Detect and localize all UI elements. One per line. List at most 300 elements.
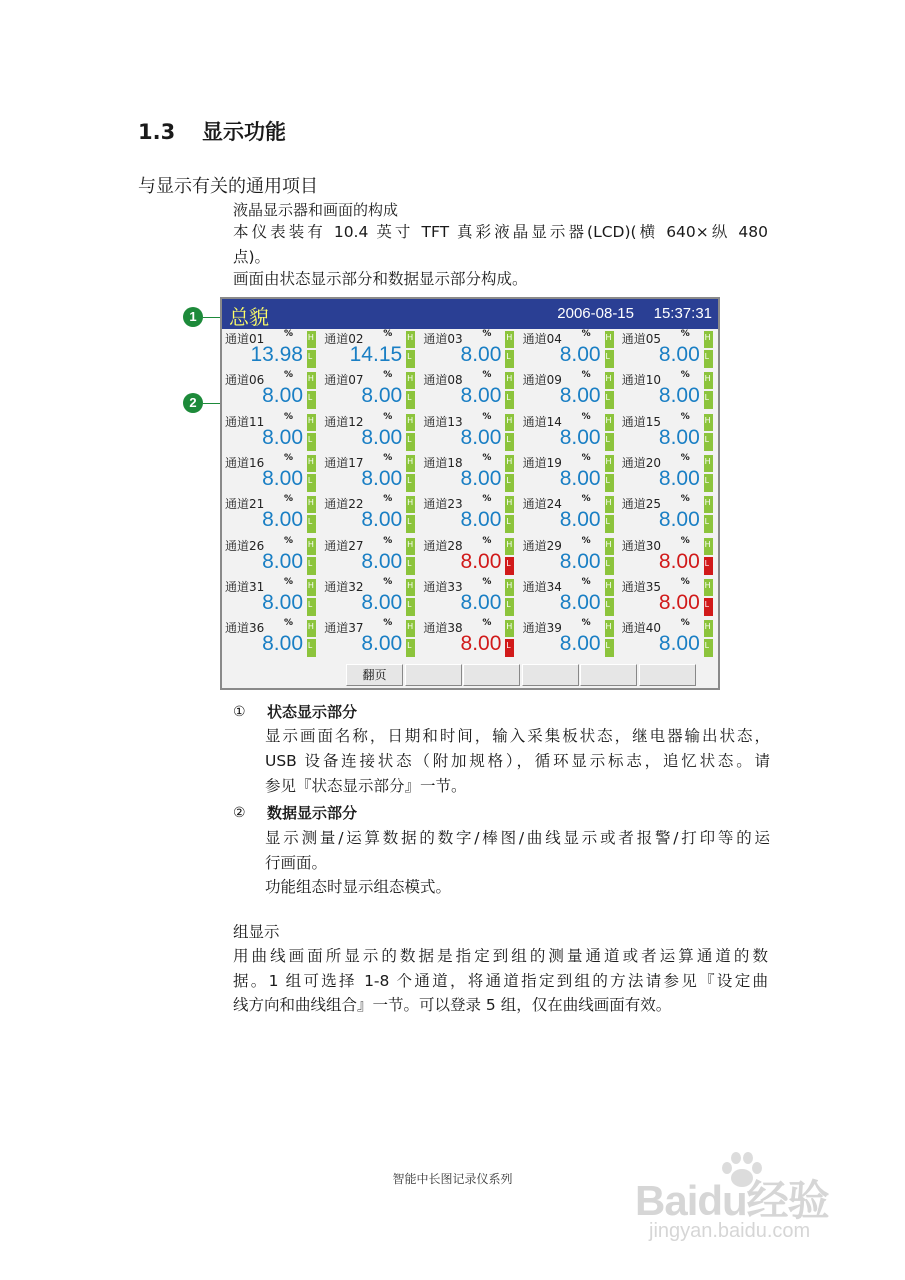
channel-value: 8.00 [361,590,403,614]
high-label: H [704,498,711,508]
high-label: H [704,456,711,466]
channel-cell [321,329,420,370]
low-label: L [704,393,710,403]
high-label: H [605,498,612,508]
channel-unit: % [581,576,591,587]
list-1-title: 状态显示部分 [267,703,358,721]
high-alarm-icon [704,372,713,389]
low-label: L [704,641,710,651]
channel-unit: % [581,452,591,463]
alarm-indicator [605,620,614,657]
soft-key-button[interactable] [463,664,520,686]
channel-name: 通道26 [225,538,265,553]
high-label: H [407,415,413,425]
channel-cell [420,536,519,577]
high-alarm-icon [605,538,614,555]
alarm-indicator [307,414,316,451]
low-alarm-icon [307,350,316,368]
channel-unit: % [680,576,690,587]
channel-cell [520,536,619,577]
channel-value: 8.00 [559,632,601,656]
channel-name: 通道15 [621,414,662,429]
channel-name: 通道30 [621,538,662,553]
callout-2: 2 [183,393,203,413]
channel-name: 通道40 [621,621,662,636]
alarm-indicator [704,331,713,368]
high-label: H [506,415,513,425]
high-alarm-icon [406,372,415,389]
channel-cell [619,577,718,618]
channel-value: 8.00 [262,508,303,532]
channel-unit: % [680,535,690,546]
channel-value: 8.00 [658,549,700,573]
high-label: H [407,498,413,508]
high-alarm-icon [307,620,316,637]
list-2-line-2: 行画面。 [265,854,328,872]
list-2-line-3: 功能组态时显示组态模式。 [265,878,452,896]
channel-cell [520,370,619,411]
low-alarm-icon [406,557,415,575]
low-alarm-icon [704,557,713,575]
alarm-indicator [704,538,713,575]
channel-name: 通道05 [621,332,662,346]
status-bar [222,299,718,329]
alarm-indicator [307,579,316,616]
watermark-logo: Baidu经验 [635,1177,829,1224]
item-title: 液晶显示器和画面的构成 [233,201,399,219]
channel-name: 通道33 [423,579,463,594]
alarm-indicator [605,538,614,575]
alarm-indicator [505,455,514,492]
low-alarm-icon [505,515,514,533]
high-alarm-icon [505,455,514,472]
list-1-number: ① [233,703,246,719]
channel-cell [520,618,619,659]
low-alarm-icon [307,391,316,409]
high-label: H [308,539,314,549]
list-2-line-1: 显示测量/运算数据的数字/棒图/曲线显示或者报警/打印等的运 [265,829,770,847]
group-line-3: 线方向和曲线组合』一节。可以登录 5 组，仅在曲线画面有效。 [233,996,672,1014]
channel-cell [420,453,519,494]
high-alarm-icon [505,496,514,513]
low-alarm-icon [505,557,514,575]
low-label: L [407,475,412,485]
channel-cell [520,577,619,618]
channel-name: 通道36 [225,621,265,636]
low-label: L [704,599,710,609]
low-alarm-icon [605,391,614,409]
high-label: H [605,539,612,549]
channel-name: 通道03 [423,332,463,346]
channel-unit: % [383,452,393,463]
alarm-indicator [505,579,514,616]
low-label: L [704,352,710,361]
high-alarm-icon [505,538,514,555]
high-alarm-icon [406,620,415,637]
channel-value: 8.00 [658,343,700,366]
high-label: H [506,333,513,342]
channel-unit: % [581,535,591,546]
high-alarm-icon [505,579,514,596]
high-label: H [704,374,711,384]
high-label: H [506,456,513,466]
low-alarm-icon [605,515,614,533]
high-label: H [605,622,612,632]
low-label: L [407,517,412,527]
high-alarm-icon [406,538,415,555]
channel-value: 8.00 [262,384,303,408]
channel-unit: % [482,494,492,505]
high-label: H [704,415,711,425]
low-label: L [605,475,611,485]
channel-cell [420,618,519,659]
page-footer: 智能中长图记录仪系列 [392,1172,513,1186]
channel-unit: % [284,576,294,587]
channel-name: 通道17 [324,455,364,470]
channel-unit: % [383,576,393,587]
channel-name: 通道25 [621,497,662,512]
alarm-indicator [605,372,614,409]
low-label: L [308,475,313,485]
low-label: L [506,558,511,568]
low-alarm-icon [704,391,713,409]
channel-cell [321,412,420,453]
channel-name: 通道35 [621,579,662,594]
channel-value: 8.00 [460,549,502,573]
high-alarm-icon [605,496,614,513]
low-label: L [704,475,710,485]
low-label: L [308,641,313,651]
low-label: L [308,393,313,403]
high-label: H [605,415,612,425]
channel-name: 通道04 [522,332,562,346]
low-label: L [506,393,511,403]
list-2-title: 数据显示部分 [267,804,358,822]
channel-cell [321,453,420,494]
high-alarm-icon [605,414,614,431]
high-alarm-icon [704,331,713,348]
high-label: H [308,580,314,590]
channel-value: 8.00 [262,425,303,449]
alarm-indicator [406,496,415,533]
low-label: L [506,517,511,527]
channel-value: 8.00 [559,590,601,614]
channel-unit: % [581,370,591,381]
low-alarm-icon [605,598,614,616]
channel-value: 8.00 [460,343,502,366]
group-line-1: 用曲线画面所显示的数据是指定到组的测量通道或者运算通道的数 [233,947,768,965]
high-alarm-icon [307,496,316,513]
channel-value: 8.00 [361,466,403,490]
low-alarm-icon [605,350,614,368]
channel-value: 8.00 [658,466,700,490]
alarm-indicator [406,579,415,616]
low-alarm-icon [307,474,316,492]
watermark-url: jingyan.baidu.com [649,1220,811,1242]
low-label: L [308,434,313,444]
channel-unit: % [680,618,690,629]
channel-name: 通道28 [423,538,463,553]
channel-cell [222,494,321,535]
high-label: H [605,333,612,342]
high-alarm-icon [605,579,614,596]
channel-unit: % [581,329,591,339]
channel-unit: % [284,618,294,629]
channel-name: 通道14 [522,414,562,429]
alarm-indicator [505,496,514,533]
channel-cell [619,370,718,411]
high-alarm-icon [307,579,316,596]
low-alarm-icon [505,598,514,616]
low-label: L [605,352,611,361]
alarm-indicator [307,496,316,533]
high-alarm-icon [704,496,713,513]
channel-value: 8.00 [460,632,502,656]
high-label: H [704,333,711,342]
high-alarm-icon [307,538,316,555]
high-label: H [308,374,314,384]
low-label: L [407,393,412,403]
channel-cell [420,370,519,411]
channel-cell [520,412,619,453]
low-label: L [704,558,710,568]
watermark [635,1150,865,1250]
high-label: H [506,498,513,508]
high-alarm-icon [307,331,316,348]
channel-name: 通道10 [621,373,662,388]
channel-value: 8.00 [361,549,403,573]
low-alarm-icon [406,515,415,533]
alarm-indicator [505,620,514,657]
channel-unit: % [482,370,492,381]
screen-title: 总貌 [229,305,269,329]
channel-cell [222,577,321,618]
alarm-indicator [307,455,316,492]
channel-unit: % [581,411,591,422]
alarm-indicator [704,414,713,451]
channel-value: 8.00 [262,590,303,614]
high-label: H [506,580,513,590]
channel-cell [619,618,718,659]
alarm-indicator [704,620,713,657]
high-alarm-icon [307,372,316,389]
channel-value: 8.00 [658,632,700,656]
channel-unit: % [581,494,591,505]
channel-unit: % [680,411,690,422]
low-alarm-icon [704,515,713,533]
channel-name: 通道20 [621,455,662,470]
low-label: L [308,558,313,568]
high-label: H [605,580,612,590]
list-2-number: ② [233,804,246,820]
channel-name: 通道16 [225,455,265,470]
list-1-line-2: USB 设备连接状态（附加规格），循环显示标志，追忆状态。请 [265,752,770,770]
channel-unit: % [581,618,591,629]
channel-cell [619,536,718,577]
high-alarm-icon [406,414,415,431]
alarm-indicator [505,538,514,575]
section-heading [138,116,286,146]
low-alarm-icon [307,598,316,616]
page-flip-button[interactable]: 翻页 [346,664,403,686]
alarm-indicator [605,331,614,368]
high-label: H [407,333,413,342]
low-alarm-icon [406,391,415,409]
channel-unit: % [482,535,492,546]
channel-value: 8.00 [559,466,601,490]
low-label: L [407,352,412,361]
channel-name: 通道24 [522,497,562,512]
alarm-indicator [307,372,316,409]
high-label: H [407,539,413,549]
intro-line-1: 本仪表装有 10.4 英寸 TFT 真彩液晶显示器(LCD)(横 640×纵 480 [233,223,768,241]
channel-cell [321,370,420,411]
channel-name: 通道02 [324,332,364,346]
channel-name: 通道11 [225,414,265,429]
high-alarm-icon [605,620,614,637]
high-label: H [308,456,314,466]
high-label: H [605,374,612,384]
low-alarm-icon [704,598,713,616]
high-alarm-icon [406,455,415,472]
low-label: L [407,558,412,568]
intro-line-3: 画面由状态显示部分和数据显示部分构成。 [233,270,528,288]
channel-name: 通道01 [225,332,265,346]
recorder-screen [220,297,720,690]
high-alarm-icon [605,331,614,348]
low-alarm-icon [505,350,514,368]
alarm-indicator [505,331,514,368]
high-label: H [308,622,314,632]
high-alarm-icon [605,372,614,389]
low-alarm-icon [505,433,514,451]
channel-cell [321,494,420,535]
high-label: H [704,539,711,549]
channel-value: 8.00 [262,549,303,573]
low-label: L [506,641,511,651]
channel-cell [619,329,718,370]
low-label: L [407,599,412,609]
channel-name: 通道07 [324,373,364,388]
channel-name: 通道22 [324,497,364,512]
low-alarm-icon [505,474,514,492]
low-alarm-icon [704,433,713,451]
high-alarm-icon [307,455,316,472]
high-alarm-icon [406,496,415,513]
channel-value: 13.98 [250,343,303,366]
channel-value: 8.00 [460,590,502,614]
channel-cell [420,494,519,535]
channel-cell [619,494,718,535]
soft-key-button[interactable] [580,664,637,686]
high-label: H [407,622,413,632]
high-label: H [308,498,314,508]
channel-cell [619,453,718,494]
channel-unit: % [383,618,393,629]
soft-key-button[interactable] [405,664,462,686]
high-label: H [506,374,513,384]
status-date: 2006-08-15 [557,305,634,322]
channel-name: 通道32 [324,579,364,594]
channel-name: 通道23 [423,497,463,512]
soft-key-bar [222,664,718,688]
channel-value: 8.00 [658,590,700,614]
low-alarm-icon [307,433,316,451]
alarm-indicator [505,414,514,451]
high-alarm-icon [704,414,713,431]
channel-unit: % [383,535,393,546]
callout-1: 1 [183,307,203,327]
low-alarm-icon [307,639,316,657]
alarm-indicator [605,414,614,451]
alarm-indicator [704,579,713,616]
low-alarm-icon [605,639,614,657]
high-alarm-icon [505,620,514,637]
high-label: H [704,580,711,590]
high-label: H [407,580,413,590]
soft-key-button[interactable] [639,664,696,686]
channel-name: 通道12 [324,414,364,429]
low-alarm-icon [704,350,713,368]
high-label: H [704,622,711,632]
channel-unit: % [680,494,690,505]
low-label: L [506,475,511,485]
low-label: L [308,599,313,609]
group-title: 组显示 [233,923,280,941]
low-label: L [605,517,611,527]
channel-cell [420,577,519,618]
high-alarm-icon [505,331,514,348]
high-label: H [407,374,413,384]
alarm-indicator [406,620,415,657]
channel-unit: % [680,452,690,463]
low-label: L [308,352,313,361]
alarm-indicator [406,455,415,492]
low-alarm-icon [406,598,415,616]
channel-name: 通道29 [522,538,562,553]
low-alarm-icon [406,474,415,492]
channel-cell [420,412,519,453]
channel-unit: % [284,494,294,505]
channel-name: 通道37 [324,621,364,636]
channel-cell [321,536,420,577]
channel-value: 8.00 [559,508,601,532]
low-label: L [704,517,710,527]
channel-cell [222,536,321,577]
subheading: 与显示有关的通用项目 [138,176,318,197]
soft-key-button[interactable] [522,664,579,686]
channel-unit: % [383,494,393,505]
channel-value: 8.00 [559,384,601,408]
channel-value: 8.00 [460,384,502,408]
alarm-indicator [307,620,316,657]
channel-value: 8.00 [361,508,403,532]
low-label: L [506,352,511,361]
channel-unit: % [284,370,294,381]
low-alarm-icon [704,639,713,657]
channel-cell [420,329,519,370]
channel-name: 通道08 [423,373,463,388]
channel-name: 通道13 [423,414,463,429]
channel-name: 通道39 [522,621,562,636]
low-label: L [605,599,611,609]
channel-unit: % [383,411,393,422]
low-alarm-icon [505,639,514,657]
high-alarm-icon [605,455,614,472]
channel-cell [222,412,321,453]
channel-value: 8.00 [658,508,700,532]
high-alarm-icon [505,372,514,389]
